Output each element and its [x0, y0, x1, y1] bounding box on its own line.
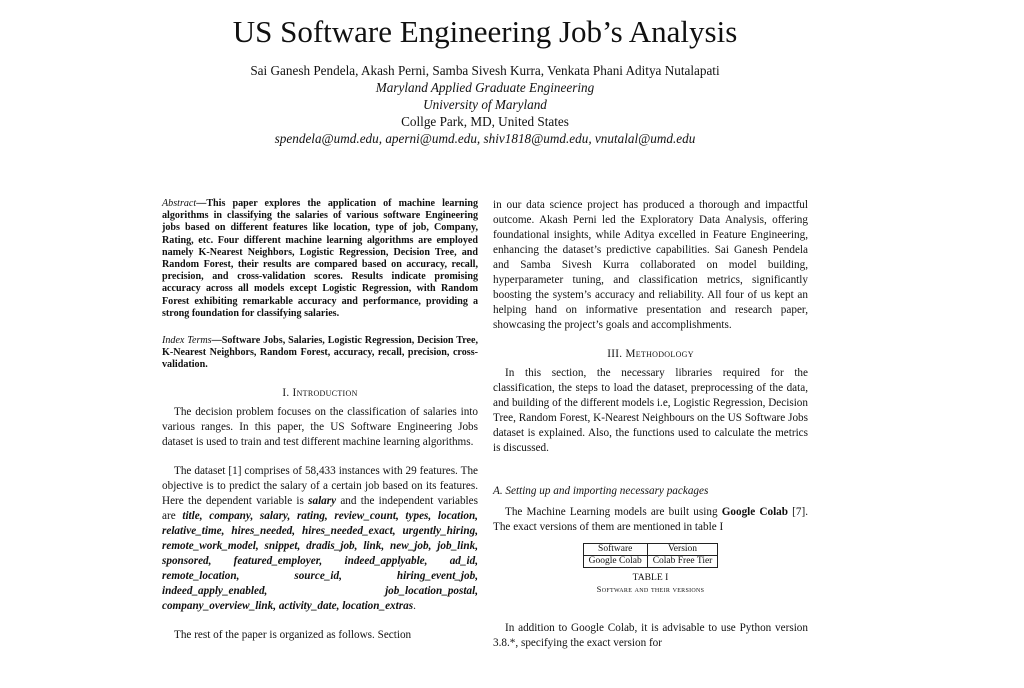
- colab-start: The Machine Learning models are built using: [505, 506, 722, 518]
- colab-name: Google Colab: [721, 506, 788, 518]
- authors: Sai Ganesh Pendela, Akash Perni, Samba Sivesh Kurra, Venkata Phani Aditya Nutalapati: [250, 63, 720, 78]
- address: Collge Park, MD, United States: [401, 114, 569, 129]
- versions-table: [583, 543, 719, 568]
- methodology-heading: III. Methodology: [607, 348, 694, 360]
- affiliation-1: Maryland Applied Graduate Engineering: [375, 80, 595, 95]
- intro-paragraph-1: The decision problem focuses on the classification of salaries into various ranges. In this paper, the US Software Engineering Jobs dataset is used to train and test different machine learning algorithms.: [162, 405, 478, 448]
- table-header-row: [583, 544, 718, 556]
- methodology-paragraph: In this section, the necessary libraries required for the classification, the steps to load the dataset, preprocessing of the data, and building of the different models i.e, Logistic Regression, Decision Tree, Random Forest, K-Nearest Neighbours on the US Software Jobs dataset is explained. Also, the functions used to calculate the metrics is discussed.: [493, 367, 808, 454]
- intro-paragraph-3: The rest of the paper is organized as follows. Section: [174, 628, 412, 641]
- colab-end: [7]. The exact versions of them are mentioned in table I: [493, 506, 808, 533]
- subsection-a-heading: A. Setting up and importing necessary packages: [493, 485, 709, 497]
- colab-paragraph: [493, 505, 808, 535]
- intro-paragraph-2: [162, 464, 478, 614]
- p2-mid: and the independent variables are: [162, 494, 478, 522]
- table-caption: TABLE I: [632, 572, 669, 583]
- abstract-label: Abstract: [162, 198, 197, 209]
- table-header-software: Software: [583, 544, 647, 556]
- dependent-variable: salary: [308, 494, 337, 507]
- p2-end: .: [413, 599, 416, 612]
- left-column: [162, 198, 478, 643]
- affiliation-2: University of Maryland: [423, 97, 547, 112]
- python-paragraph: In addition to Google Colab, it is advisable to use Python version 3.8.*, specifying the exact version for: [493, 622, 808, 649]
- abstract-text: —This paper explores the application of machine learning algorithms in classifying the salaries of various software Engineering jobs based on different features like location, type of job, Company, Rating, etc. Four different machine learning algorithms are employed namely K-Nearest Neighbors, Logistic Regression, Decision Tree, and Random Forest, their results are compared based on accuracy, recall, precision, and cross-validation scores. Results indicate promising accuracy across all models except Logistic Regression, with Random Forest exhibiting remarkable accuracy and performance, providing a strong foundation for classifying salaries.: [162, 198, 478, 319]
- table-row: [583, 556, 718, 568]
- independent-variables: title, company, salary, rating, review_count, types, location, relative_time, hires_needed, hires_needed_exact, urgently_hiring, remote_work_model, snippet, dradis_job, link, new_job, job_link, sponsored, featured_employer, indeed_applyable, ad_id, remote_location, source_id, hiring_event_job, indeed_apply_enabled, job_location_postal, company_overview_link, activity_date, location_extras: [162, 509, 478, 612]
- introduction-heading: I. Introduction: [282, 386, 358, 399]
- table-header-version: Version: [647, 544, 718, 556]
- paper-title: US Software Engineering Job’s Analysis: [232, 14, 738, 49]
- table-subcaption: Software and their versions: [596, 584, 705, 594]
- right-column: [493, 198, 808, 651]
- table-cell-version: Colab Free Tier: [647, 556, 718, 568]
- table-cell-software: Google Colab: [583, 556, 647, 568]
- p2-start: The dataset [1] comprises of 58,433 instances with 29 features. The objective is to predict the salary of a certain job based on its features. Here the dependent variable is: [162, 464, 478, 507]
- index-terms: [162, 335, 478, 372]
- index-terms-label: Index Terms: [162, 335, 212, 347]
- abstract: [162, 198, 478, 320]
- index-terms-text: —Software Jobs, Salaries, Logistic Regression, Decision Tree, K-Nearest Neighbors, Random Forest, accuracy, recall, precision, cross-validation.: [162, 335, 478, 371]
- contributions-paragraph: in our data science project has produced a thorough and impactful outcome. Akash Perni led the Exploratory Data Analysis, offering foundational insights, while Aditya excelled in Feature Engineering, enhancing the dataset’s predictive capabilities. Sai Ganesh Pendela and Samba Sivesh Kurra collaborated on model building, hyperparameter tuning, and classification metrics, significantly boosting the system’s accuracy and reliability. All four of us kept an helping hand on informative presentation and research paper, showcasing the project’s goals and accomplishments.: [493, 199, 808, 331]
- author-emails[interactable]: spendela@umd.edu, aperni@umd.edu, shiv1818@umd.edu, vnutalal@umd.edu: [274, 131, 696, 146]
